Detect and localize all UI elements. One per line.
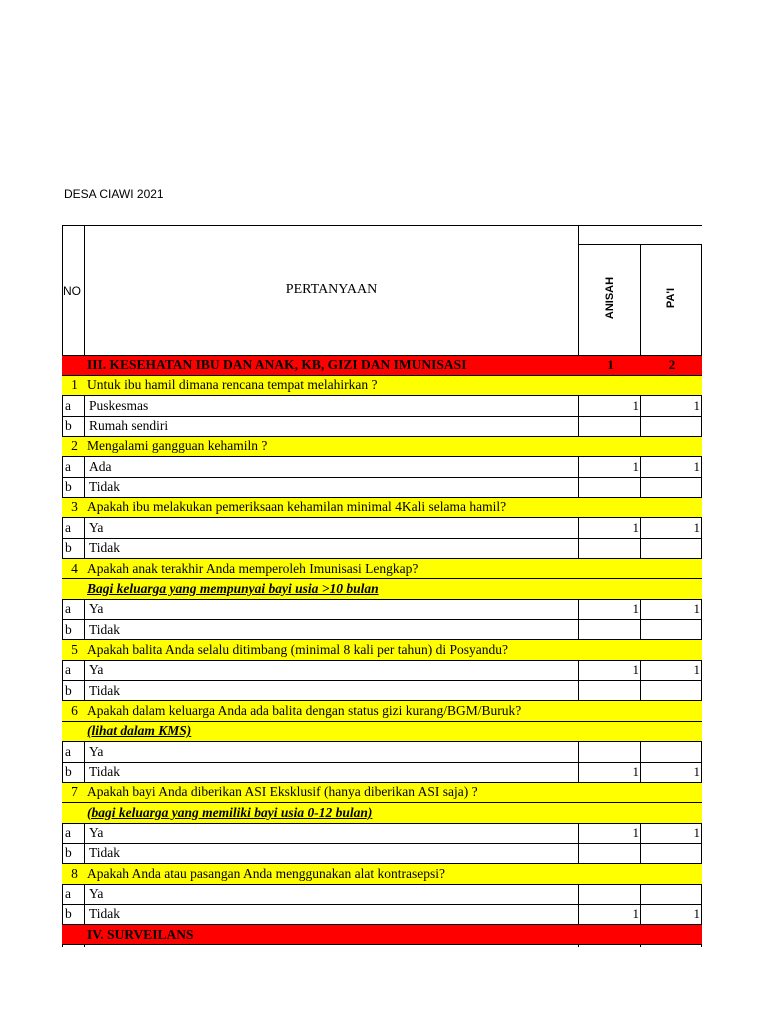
row-text: Apakah dalam keluarga Anda ada balita dengan status gizi kurang/BGM/Buruk? <box>87 702 522 718</box>
row-border <box>62 741 702 742</box>
row-text: Ya <box>89 886 104 902</box>
value-anisah <box>579 477 640 497</box>
row-number: b <box>65 906 72 922</box>
value-anisah <box>579 742 640 762</box>
row-border <box>62 721 702 722</box>
row-number <box>63 579 84 599</box>
row-text: Ada <box>89 458 112 474</box>
header-respondent-pai: PA'I <box>665 287 677 309</box>
value-pai <box>641 375 701 395</box>
row-border <box>62 802 702 803</box>
value-pai <box>641 803 701 823</box>
value-pai: 2 <box>668 357 676 372</box>
value-pai: 1 <box>693 906 700 922</box>
row-number: b <box>65 845 72 861</box>
option-row <box>62 518 702 538</box>
value-pai: 1 <box>693 601 700 617</box>
value-anisah <box>579 416 640 436</box>
row-border <box>62 375 702 376</box>
row-text: Ya <box>89 601 104 617</box>
row-border <box>62 538 702 539</box>
value-pai <box>641 416 701 436</box>
row-number: 1 <box>71 377 78 393</box>
value-anisah: 1 <box>632 662 639 678</box>
value-pai <box>641 864 701 884</box>
row-number: a <box>65 886 71 902</box>
row-border <box>62 700 702 701</box>
value-pai <box>641 559 701 579</box>
row-number: 3 <box>71 499 78 515</box>
row-border <box>62 416 702 417</box>
row-text: Ya <box>89 519 104 535</box>
value-anisah: 1 <box>607 357 614 372</box>
value-anisah <box>579 782 640 802</box>
header-no: NO <box>63 284 81 298</box>
row-text: Tidak <box>89 682 121 698</box>
value-pai <box>641 742 701 762</box>
row-number: a <box>65 458 71 474</box>
value-anisah <box>579 843 640 863</box>
row-text: Puskesmas <box>89 397 149 413</box>
row-number: b <box>65 479 72 495</box>
option-row <box>62 742 702 762</box>
row-text: (lihat dalam KMS) <box>87 723 192 739</box>
row-number: b <box>65 621 72 637</box>
option-row <box>62 416 702 436</box>
row-border <box>62 680 702 681</box>
survey-table <box>62 225 702 947</box>
value-anisah: 1 <box>632 825 639 841</box>
option-row <box>62 477 702 497</box>
row-text: III. KESEHATAN IBU DAN ANAK, KB, GIZI DAN IMUNISASI <box>87 357 467 372</box>
row-border <box>62 884 702 885</box>
question-row <box>62 782 702 802</box>
row-number: 8 <box>71 865 78 881</box>
question-row <box>62 436 702 456</box>
row-border <box>62 863 702 864</box>
row-border <box>62 517 702 518</box>
value-anisah <box>579 375 640 395</box>
option-row <box>62 884 702 904</box>
row-text: Bagi keluarga yang mempunyai bayi usia >10 bulan <box>87 580 379 596</box>
value-anisah <box>579 803 640 823</box>
value-pai <box>641 640 701 660</box>
row-border <box>62 924 702 925</box>
row-border <box>62 639 702 640</box>
row-border <box>62 558 702 559</box>
row-text: (bagi keluarga yang memiliki bayi usia 0-12 bulan) <box>87 804 373 820</box>
option-row <box>62 904 702 924</box>
value-anisah <box>579 925 640 945</box>
header-question: PERTANYAAN <box>285 282 378 297</box>
option-row <box>62 823 702 843</box>
row-number: a <box>65 397 71 413</box>
row-text: Apakah Anda atau pasangan Anda menggunakan alat kontrasepsi? <box>87 865 446 881</box>
row-number <box>63 355 84 375</box>
value-pai: 1 <box>693 397 700 413</box>
row-text: Mengalami gangguan kehamiln ? <box>87 438 268 454</box>
value-pai <box>641 701 701 721</box>
question-row <box>62 864 702 884</box>
row-number: a <box>65 601 71 617</box>
row-text: Tidak <box>89 845 121 861</box>
note-row <box>62 803 702 823</box>
row-text: Tidak <box>89 764 121 779</box>
note-row <box>62 721 702 741</box>
row-number: b <box>65 764 72 779</box>
row-number: b <box>65 418 72 434</box>
row-border <box>62 395 702 396</box>
row-number <box>63 721 84 741</box>
value-anisah <box>579 681 640 701</box>
value-anisah <box>579 497 640 517</box>
question-row <box>62 559 702 579</box>
option-row <box>62 457 702 477</box>
option-row <box>62 681 702 701</box>
value-pai <box>641 681 701 701</box>
section-row <box>62 925 702 945</box>
value-pai <box>641 497 701 517</box>
value-pai: 1 <box>693 764 700 779</box>
value-anisah <box>579 559 640 579</box>
row-number: 5 <box>71 641 78 657</box>
row-border <box>62 904 702 905</box>
question-row <box>62 375 702 395</box>
option-row <box>62 843 702 863</box>
row-number: 7 <box>71 784 78 800</box>
document-title: DESA CIAWI 2021 <box>64 187 164 201</box>
row-text: Tidak <box>89 906 121 922</box>
value-pai: 1 <box>693 519 700 535</box>
row-text: Ya <box>89 662 104 678</box>
row-number: b <box>65 682 72 698</box>
option-row <box>62 538 702 558</box>
value-anisah <box>579 579 640 599</box>
value-anisah <box>579 864 640 884</box>
row-text: Apakah balita Anda selalu ditimbang (minimal 8 kali per tahun) di Posyandu? <box>87 641 509 657</box>
row-number: 4 <box>71 560 78 576</box>
option-row <box>62 620 702 640</box>
row-border <box>62 436 702 437</box>
header-respondent-anisah: ANISAH <box>604 276 616 320</box>
value-pai <box>641 884 701 904</box>
value-pai <box>641 843 701 863</box>
section-row <box>62 355 702 375</box>
value-anisah <box>579 620 640 640</box>
value-pai <box>641 538 701 558</box>
row-text: Apakah ibu melakukan pemeriksaan kehamilan minimal 4Kali selama hamil? <box>87 499 507 515</box>
value-anisah: 1 <box>632 601 639 617</box>
row-border <box>62 843 702 844</box>
row-text: Rumah sendiri <box>89 418 169 434</box>
row-number: a <box>65 519 71 535</box>
border-top <box>62 225 702 226</box>
row-border <box>62 456 702 457</box>
value-anisah <box>579 640 640 660</box>
row-number <box>63 925 84 945</box>
row-number: 2 <box>71 438 78 454</box>
border-bottom <box>62 944 702 945</box>
row-number: a <box>65 743 71 759</box>
row-border <box>62 497 702 498</box>
value-anisah: 1 <box>632 764 639 779</box>
row-number: b <box>65 540 72 556</box>
row-text: Apakah anak terakhir Anda memperoleh Imunisasi Lengkap? <box>87 560 419 576</box>
row-text: Ya <box>89 743 104 759</box>
value-anisah <box>579 884 640 904</box>
row-text: IV. SURVEILANS <box>87 926 194 942</box>
row-border <box>62 782 702 783</box>
value-pai: 1 <box>693 662 700 678</box>
question-row <box>62 701 702 721</box>
value-anisah: 1 <box>632 458 639 474</box>
option-row <box>62 660 702 680</box>
row-border <box>62 599 702 600</box>
option-row <box>62 762 702 782</box>
row-number: a <box>65 662 71 678</box>
value-pai <box>641 782 701 802</box>
value-pai <box>641 579 701 599</box>
value-anisah: 1 <box>632 906 639 922</box>
value-anisah <box>579 721 640 741</box>
row-text: Tidak <box>89 621 121 637</box>
row-border <box>62 355 702 356</box>
row-border <box>62 762 702 763</box>
value-pai <box>641 721 701 741</box>
value-anisah <box>579 538 640 558</box>
row-text: Tidak <box>89 479 121 495</box>
value-pai <box>641 436 701 456</box>
question-row <box>62 497 702 517</box>
value-anisah: 1 <box>632 519 639 535</box>
row-number <box>63 803 84 823</box>
value-pai <box>641 925 701 945</box>
row-text: Ya <box>89 825 104 841</box>
value-pai: 1 <box>693 458 700 474</box>
value-pai <box>641 620 701 640</box>
value-pai <box>641 477 701 497</box>
value-anisah: 1 <box>632 397 639 413</box>
value-pai: 1 <box>693 825 700 841</box>
row-border <box>62 660 702 661</box>
row-border <box>62 619 702 620</box>
note-row <box>62 579 702 599</box>
row-number: a <box>65 825 71 841</box>
value-anisah <box>579 436 640 456</box>
row-text: Apakah bayi Anda diberikan ASI Eksklusif (hanya diberikan ASI saja) ? <box>87 784 478 800</box>
row-border <box>62 823 702 824</box>
row-border <box>62 578 702 579</box>
option-row <box>62 599 702 619</box>
row-text: Untuk ibu hamil dimana rencana tempat melahirkan ? <box>87 377 378 393</box>
question-row <box>62 640 702 660</box>
value-anisah <box>579 701 640 721</box>
row-text: Tidak <box>89 540 121 556</box>
option-row <box>62 396 702 416</box>
row-border <box>62 477 702 478</box>
row-number: 6 <box>71 702 78 718</box>
